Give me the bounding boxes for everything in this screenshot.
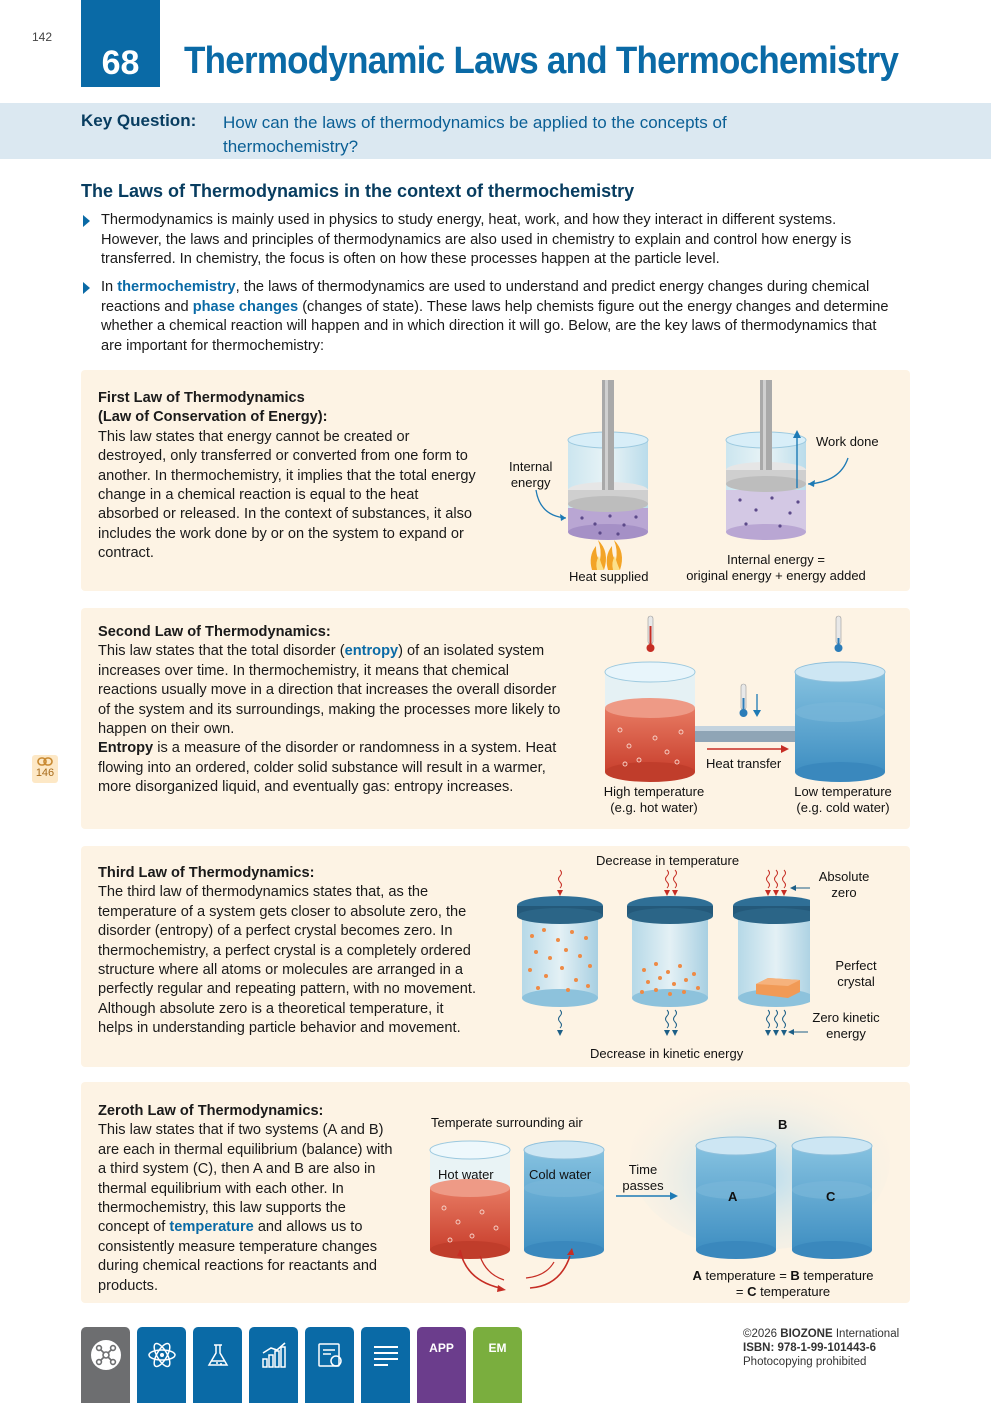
- keyword-entropy[interactable]: entropy: [344, 643, 399, 660]
- document-icon: [314, 1339, 346, 1371]
- tab-graph[interactable]: [249, 1327, 298, 1403]
- thermometer-cold-icon: [835, 616, 843, 652]
- bullet-arrow-icon: [83, 282, 90, 294]
- copyright-block: ©2026 BIOZONE International ISBN: 978-1-99-101443-6 Photocopying prohibited: [743, 1328, 900, 1368]
- bullet-arrow-icon: [83, 215, 90, 227]
- section-heading: The Laws of Thermodynamics in the context of thermochemistry: [81, 181, 635, 201]
- squiggle-arrows-bottom: [559, 1010, 786, 1028]
- label-work-done: Work done: [816, 434, 879, 449]
- label-heat-supplied: Heat supplied: [569, 569, 649, 584]
- atom-icon: [146, 1339, 178, 1371]
- third-law-text: Third Law of Thermodynamics: The third law of thermodynamics states that, as the temperature of a system gets closer to absolute zero, the disorder (entropy) of a perfect crystal becomes zero. In thermochemistry, a perfect crystal is a completely ordered structure where all atoms or molecules are arranged in a perfectly regular and repeating pattern, with no movement. Although absolute zero is a theoretical temperature, it helps in understanding particle behavior and movement.: [98, 865, 477, 1037]
- label-system-c: C: [826, 1189, 836, 1204]
- tab-network[interactable]: [81, 1327, 130, 1403]
- first-law-text: First Law of Thermodynamics (Law of Conservation of Energy): This law states that energy cannot be created or destroyed, only transferred or converted from one form to another. In thermochemistry, it implies that the total energy change in a chemical reaction is equal to the heat absorbed or released. In the context of substances, it also includes the work done by or on the system to expand or contract.: [98, 390, 476, 562]
- cross-reference-link[interactable]: [32, 755, 58, 783]
- label-low-temperature: Low temperature (e.g. cold water): [794, 784, 892, 815]
- label-perfect-crystal: Perfect crystal: [835, 958, 877, 989]
- bullet-paragraph-2: In thermochemistry, the laws of thermodynamics are used to understand and predict energy changes during chemical reactions and phase changes (changes of state). These laws help chemists figure out the energy changes and determine whether a chemical reaction will happen and in which direction it will go. Below, are the key laws of thermodynamics that are important for thermochemistry:: [101, 278, 901, 356]
- label-cold-water: Cold water: [529, 1167, 592, 1182]
- activity-number: 68: [81, 0, 160, 87]
- keyword-thermochemistry[interactable]: thermochemistry: [117, 279, 236, 295]
- label-decrease-kinetic-energy: Decrease in kinetic energy: [590, 1046, 744, 1061]
- text-lines-icon: [370, 1339, 402, 1371]
- tab-em[interactable]: EM: [473, 1327, 522, 1403]
- bullet-paragraph-1: Thermodynamics is mainly used in physics to study energy, heat, work, and how they interact in different systems. However, the laws and principles of thermodynamics are also used in chemistry to explain and control how energy is transferred. In chemistry, the focus is often on how these processes happen at the particle level.: [101, 211, 901, 270]
- label-internal-energy: Internal energy: [509, 459, 553, 490]
- tab-app[interactable]: APP: [417, 1327, 466, 1403]
- third-law-jars-diagram: [510, 866, 810, 1046]
- label-decrease-temperature: Decrease in temperature: [596, 853, 740, 868]
- label-surrounding-air: Temperate surrounding air: [431, 1115, 583, 1130]
- keyword-temperature[interactable]: temperature: [169, 1219, 254, 1236]
- key-question-text: How can the laws of thermodynamics be applied to the concepts of thermochemistry?: [223, 113, 727, 156]
- flame-icon: [591, 540, 622, 570]
- thermometer-middle-icon: [740, 684, 748, 717]
- label-internal-energy-equation: Internal energy = original energy + energy added: [686, 552, 866, 583]
- label-heat-transfer: Heat transfer: [706, 756, 782, 771]
- label-time-passes: Time passes: [622, 1162, 664, 1193]
- label-equilibrium-statement: A temperature = B temperature = C temperature: [692, 1268, 874, 1299]
- label-high-temperature: High temperature (e.g. hot water): [603, 784, 705, 815]
- network-icon: [90, 1339, 122, 1371]
- label-hot-water: Hot water: [438, 1167, 494, 1182]
- second-law-text: Second Law of Thermodynamics: This law states that the total disorder (entropy) of an isolated system increases over time. In thermochemistry, it means that chemical reactions usually move in a direction that increases the overall disorder of the system and its surroundings, making the processes more likely to happen on their own. Entropy is a measure of the disorder or randomness in a system. Heat flowing into an ordered, colder solid substance will result in a warmer, more disorganized liquid, and eventually gas: entropy increases.: [98, 624, 561, 796]
- squiggle-arrows-top: [559, 870, 786, 888]
- thermometer-hot-icon: [647, 616, 655, 652]
- page-number: 142: [32, 30, 53, 44]
- flask-icon: [202, 1339, 234, 1371]
- label-system-b: B: [778, 1117, 788, 1132]
- tab-text[interactable]: [361, 1327, 410, 1403]
- graph-icon: [258, 1339, 290, 1371]
- tab-atom[interactable]: [137, 1327, 186, 1403]
- label-system-a: A: [728, 1189, 738, 1204]
- keyword-phase-changes[interactable]: phase changes: [192, 298, 299, 315]
- zeroth-law-text: Zeroth Law of Thermodynamics: This law states that if two systems (A and B) are each in thermal equilibrium (balance) with a third system (C), then A and B are also in thermal equilibrium with each other. In thermochemistry, this law supports the concept of temperature and allows us to consistently measure temperature changes during chemical reactions for reactants and products.: [98, 1103, 393, 1294]
- tab-flask[interactable]: [193, 1327, 242, 1403]
- cross-reference-page: 146: [35, 767, 55, 779]
- link-icon: [37, 757, 53, 766]
- label-absolute-zero: Absolute zero: [818, 869, 870, 900]
- label-zero-kinetic-energy: Zero kinetic energy: [812, 1010, 880, 1041]
- page-title: Thermodynamic Laws and Thermochemistry: [184, 40, 899, 82]
- key-question-label: Key Question:: [81, 111, 197, 130]
- tab-document[interactable]: [305, 1327, 354, 1403]
